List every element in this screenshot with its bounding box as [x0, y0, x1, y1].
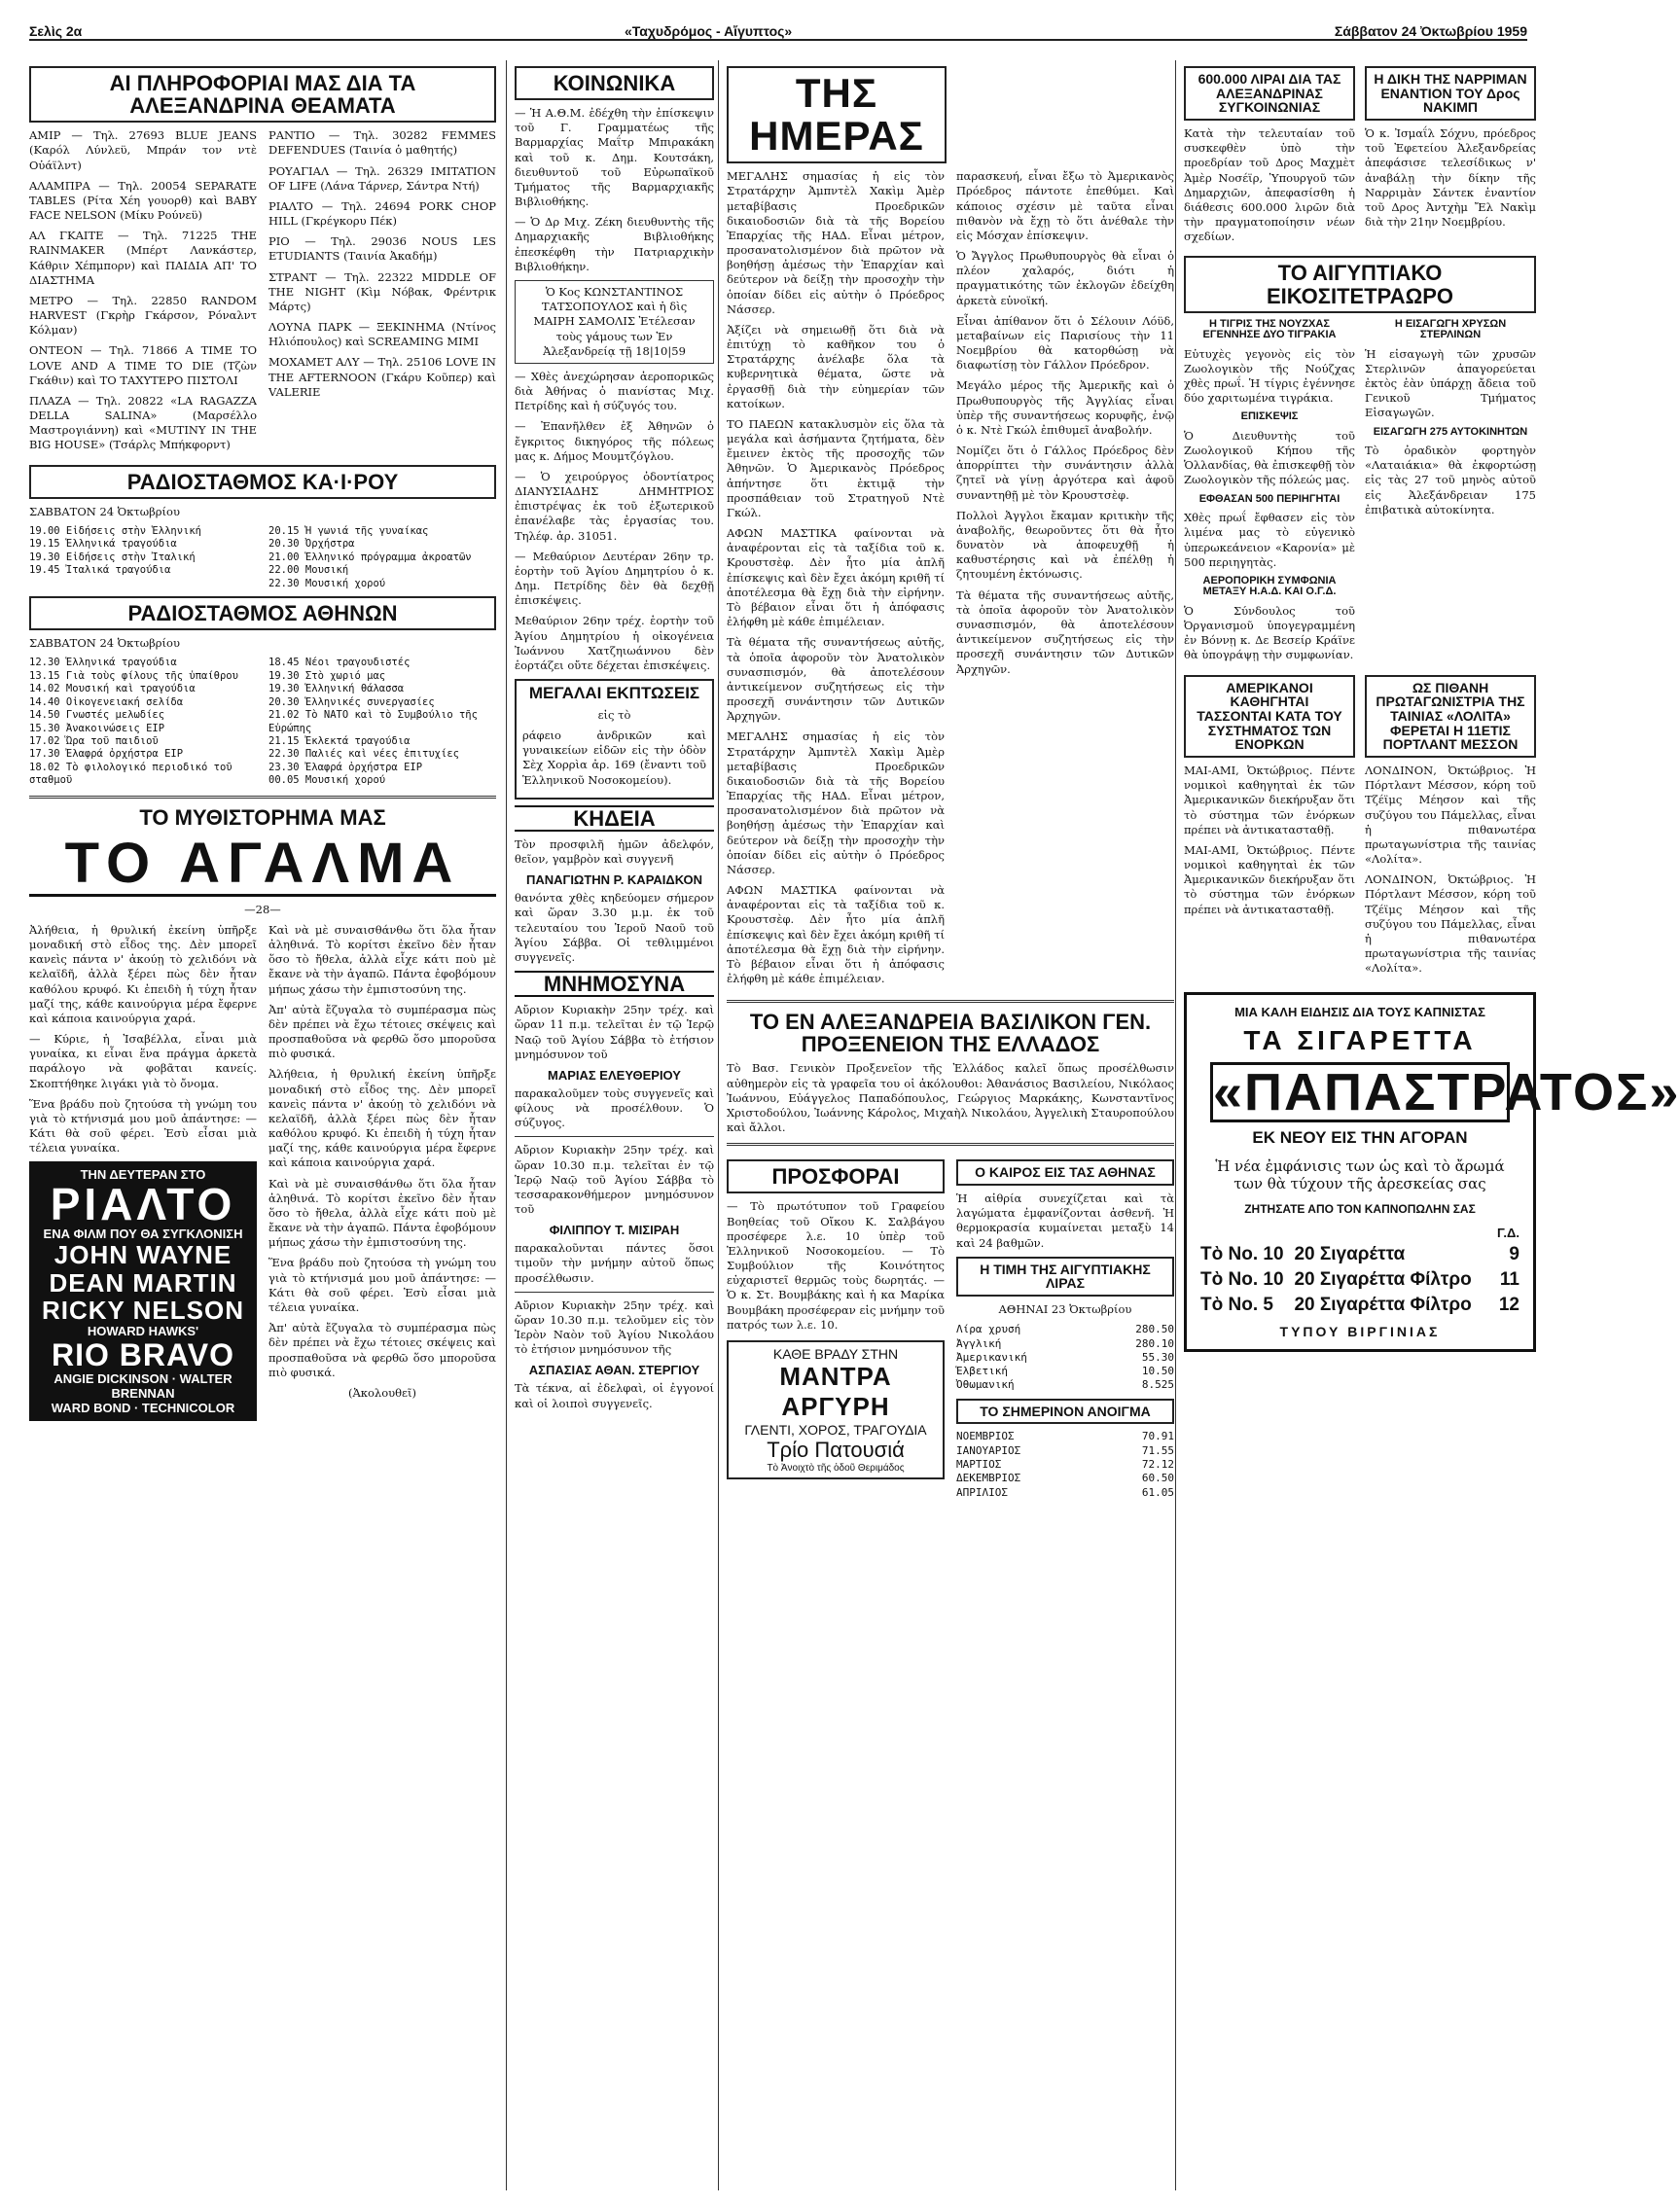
- day-paragraph: Τὰ θέματα τῆς συναντήσεως αὐτῆς, τὰ ὁποῖα ἀφοροῦν τὸν Ἀνατολικὸν συνασπισμόν, θὰ ἀποτελέσουν ἀντικείμενον συζητήσεως εἰς τὴν προσεχῆ συνάντησιν τῶν Δυτικῶν Ἀρχηγῶν.: [956, 587, 1174, 676]
- jury-title: ΑΜΕΡΙΚΑΝΟΙ ΚΑΘΗΓΗΤΑΙ ΤΑΣΣΟΝΤΑΙ ΚΑΤΑ ΤΟΥ ΣΥΣΤΗΜΑΤΟΣ ΤΩΝ ΕΝΟΡΚΩΝ: [1184, 675, 1355, 758]
- novel-kicker: ΤΟ ΜΥΘΙΣΤΟΡΗΜΑ ΜΑΣ: [139, 804, 386, 830]
- reductions-ad: [515, 679, 714, 800]
- cinema-entry: ΡΙΑΛΤΟ — Τηλ. 24694 PORK CHOP HILL (Γκρέγκορυ Πέκ): [268, 198, 496, 229]
- consulate-text: Τὸ Βασ. Γενικὸν Προξενεῖον τῆς Ἑλλάδος καλεῖ ὅπως προσέλθωσιν αὐθημερὸν εἰς τὰ γραφεῖα του οἱ ἀκόλουθοι: Ἀθανάσιος Βασιλείου, Νικόλαος Ἰωάννου, Εὐάγγελος Παπαδόπουλος, Γεώργιος Μαρκάκης, Κωνσταντῖνος Χριστοδούλου, Ἰωάννης Κάρολος, Μιχαὴλ Νικολάου, Ἀγγελικὴ Σταυροπούλου καὶ ἄλλοι.: [727, 1061, 1174, 1135]
- day-paragraph: ΑΦΩΝ ΜΑΣΤΙΚΑ φαίνονται νὰ ἀναφέρονται εἰς τὰ ταξίδια τοῦ κ. Κρουστσὲφ. Δὲν ἦτο μία ἀπλῆ ἐπίσκεψις καὶ δὲν ἔχει ἀκόμη κριθῆ τί ἀποτέλεσμα θὰ ἔχῃ διὰ τὴν εἰρήνην. Τὸ βέβαιον εἶναι ὅτι ἡ ἀπόφασις ἐλήφθη μὲ κάθε ἐπιμέλειαν.: [727, 526, 945, 629]
- novel-title: ΤΟ ΑΓΑΛΜΑ: [29, 835, 496, 897]
- day-paragraph: ΜΕΓΑΛΗΣ σημασίας ἡ εἰς τὸν Στρατάρχην Ἀμπντὲλ Χακὶμ Ἀμὲρ μεταβίβασις Προεδρικῶν δικαιοδοσιῶν διὰ τὰ τῆς Βορείου Ἐπαρχίας τῆς ΗΑΔ. Εἶναι μέτρον, προσανατολισμένον διὰ πρῶτον νὰ βοηθήσῃ ἀμέσως τὴν Ἐπαρχίαν καὶ δεύτερον νὰ δείξῃ τὴν προσοχὴν τὴν ὁποίαν δίδει εἰς αὐτὴν ὁ Πρόεδρος Νάσσερ.: [727, 169, 945, 316]
- novel-paragraph: Ἕνα βράδυ ποὺ ζητούσα τὴ γνώμη του γιὰ τὸ κτήνισμά μου μοῦ ἀπάντησε: — Κάτι θὰ σοῦ φέρει. Ἐσὺ εἶσαι μιὰ τέλεια γυναίκα.: [268, 1256, 496, 1314]
- egyptian-24h-right: [1365, 319, 1536, 669]
- cotton-value: 72.12: [1141, 1458, 1174, 1472]
- cig-foot: ΤΥΠΟΥ ΒΙΡΓΙΝΙΑΣ: [1279, 1324, 1441, 1340]
- reductions-text: ράφειο ἀνδρικῶν καὶ γυναικείων εἰδῶν εἰς τὴν ὁδὸν Σὲχ Χορρὶα ἀρ. 169 (ἔναντι τοῦ Ἑλληνικοῦ Νοσοκομείου).: [522, 729, 706, 787]
- cars-text: Τὸ ὀραδικὸν φορτηγὸν «Λαταιάκια» θὰ ἐκφορτώσῃ εἰς τὰς 27 τοῦ μηνὸς αὐτοῦ εἰς Ἀλεξάνδρειαν 175 ἐπιβατικὰ αὐτοκίνητα.: [1365, 444, 1536, 516]
- schedule-item: 20.15 Ἡ γωνιά τῆς γυναίκας: [268, 524, 429, 537]
- radio-cairo-left: [29, 525, 257, 590]
- novel-paragraph: Ἕνα βράδυ ποὺ ζητούσα τὴ γνώμη του γιὰ τὸ κτήνισμά μου μοῦ ἀπάντησε: — Κάτι θὰ σοῦ φέρει. Ἐσὺ εἶσαι μιὰ τέλεια γυναίκα.: [29, 1096, 257, 1156]
- social-item: — Ἐπανῆλθεν ἐξ Ἀθηνῶν ὁ ἔγκριτος δικηγόρος τῆς πόλεως μας κ. Δήμος Μουμτζόγλου.: [515, 419, 714, 463]
- rate-label: Ἀγγλική: [956, 1336, 1002, 1350]
- egyptian-24h-left: [1184, 319, 1355, 669]
- pilgrims-head: ΕΦΘΑΣΑΝ 500 ΠΕΡΙΗΓΗΤΑΙ: [1198, 492, 1340, 505]
- rate-label: Ἑλβετική: [956, 1365, 1008, 1378]
- schedule-item: 19.30 Στὸ χωριό μας: [268, 669, 386, 682]
- cig-ask: ΖΗΤΗΣΑΤΕ ΑΠΟ ΤΟΝ ΚΑΠΝΟΠΩΛΗΝ ΣΑΣ: [1244, 1202, 1476, 1217]
- schedule-item: 19.15 Ἑλληνικά τραγούδια: [29, 538, 177, 551]
- trial-title: Η ΔΙΚΗ ΤΗΣ ΝΑΡΡΙΜΑΝ ΕΝΑΝΤΙΟΝ ΤΟΥ Δρος ΝΑΚΙΜΠ: [1365, 66, 1536, 121]
- memorial-end: Τὰ τέκνα, αἱ ἐδελφαὶ, οἱ ἐγγονοί καὶ οἱ λοιποὶ συγγενεῖς.: [515, 1381, 714, 1410]
- social-item: — Ὁ χειρούργος ὀδοντίατρος ΔΙΑΝΥΣΙΑΔΗΣ ΔΗΜΗΤΡΙΟΣ ἐπιστρέψας ἐκ τοῦ ἐξωτερικοῦ ἐπανέλαβε τὰς ἐργασίας του. Τηλέφ. ἀρ. 31051.: [515, 469, 714, 543]
- memorial-text: Αὔριον Κυριακὴν 25ην τρέχ. καὶ ὥραν 11 π.μ. τελεῖται ἐν τῷ Ἱερῷ Ναῷ τοῦ Ἁγίου Σάββα τὸ ἐτήσιον μνημόσυνον τοῦ: [515, 1003, 714, 1061]
- rate-row: [956, 1323, 1174, 1336]
- trial-story: [1365, 60, 1536, 250]
- schedule-item: 19.30 Ἑλληνική θάλασσα: [268, 683, 405, 695]
- radio-athens-schedule: [29, 657, 496, 787]
- rate-table: [956, 1323, 1174, 1392]
- novel-paragraph: — Κύριε, ἡ Ἰσαβέλλα, εἶναι μιὰ γυναίκα, κι εἶναι ἕνα πράγμα ἀρκετὰ παράλογο νὰ φοβᾶται κανείς. Σκοπτήθηκε λιγάκι γιὰ τὸ ὄνομα.: [29, 1032, 257, 1090]
- ad-star: JOHN WAYNE: [54, 1240, 232, 1270]
- rate-sub: ΑΘΗΝΑΙ 23 Ὀκτωβρίου: [998, 1302, 1132, 1317]
- schedule-item: 12.30 Ἑλληνικά τραγούδια: [29, 657, 177, 669]
- cig-unit: Γ.Δ.: [1497, 1226, 1519, 1241]
- funeral-text: θανόντα χθὲς κηδεύομεν σήμερον καὶ ὥραν 3.30 μ.μ. ἐκ τοῦ τελευταίου του Ἱεροῦ Ναοῦ τοῦ Ἁγίου Σάββα. Οἱ τεθλιμμένοι συγγενεῖς.: [515, 891, 714, 964]
- ad-star: DEAN MARTIN: [49, 1267, 237, 1298]
- pilgrims-text: Χθὲς πρωΐ ἔφθασεν εἰς τὸν λιμένα μας τὸ εὐγενικὸ ὑπερωκεάνειον «Καρονία» μὲ 500 περιηγητὰς.: [1184, 511, 1355, 569]
- rate-row: [956, 1351, 1174, 1365]
- cotton-row: [956, 1486, 1174, 1500]
- ad-film: RIO BRAVO: [52, 1336, 234, 1372]
- cig-new: ΕΚ ΝΕΟΥ ΕΙΣ ΤΗΝ ΑΓΟΡΑΝ: [1252, 1128, 1468, 1148]
- ad-top: ΤΗΝ ΔΕΥΤΕΡΑΝ ΣΤΟ: [80, 1167, 206, 1183]
- cinema-listings: [29, 128, 496, 458]
- jury-text: ΜΑΙ-ΑΜΙ, Ὀκτώβριος. Πέντε νομικοὶ καθηγηταὶ ἐκ τῶν Ἀμερικανικῶν διεκήρυξαν ὅτι τὸ σύστημα τῶν ἐνόρκων πρέπει νὰ ἀντικατασταθῇ.: [1184, 842, 1355, 916]
- divider: [515, 1292, 714, 1293]
- cinema-entry: ΑΛ ΓΚΑΙΤΕ — Τηλ. 71225 THE RAINMAKER (Μπέρτ Λανκάστερ, Κάθριν Χέπμπορν) καὶ ΠΑΙΔΙΑ ΑΠ' ΤΟ ΔΙΑΣΤΗΜΑ: [29, 229, 257, 287]
- social-item: — Ἡ Α.Θ.Μ. ἐδέχθη τὴν ἐπίσκεψιν τοῦ Γ. Γραμματέως τῆς Βαρμαρχίας Μαΐτρ Μπιρακάκη καὶ τοῦ κ. Δημ. Κουτσάκη, διευθυντοῦ τοῦ Εὐρωπαϊκοῦ Τμήματος τῆς Βαρμαρχιακῆς Βιβλιοθήκης.: [515, 106, 714, 209]
- egyptian-24h-title: ΤΟ ΑΙΓΥΠΤΙΑΚΟ ΕΙΚΟΣΙΤΕΤΡΑΩΡΟ: [1184, 256, 1536, 312]
- cinema-entry: ΣΤΡΑΝΤ — Τηλ. 22322 MIDDLE OF THE NIGHT (Κὶμ Νόβακ, Φρέντρικ Μάρτς): [268, 269, 496, 313]
- weather-rates: [956, 1154, 1174, 1500]
- cotton-value: 60.50: [1141, 1472, 1174, 1485]
- cinema-entry: ΟΝΤΕΟΝ — Τηλ. 71866 A TIME TO LOVE AND A TIME TO DIE (Τζὼν Γκάθιν) καὶ ΤΟ ΤΑΧΥΤΕΡΟ ΠΙΣΤΟΛΙ: [29, 343, 257, 387]
- radio-cairo-schedule: [29, 525, 496, 590]
- day-title: ΤΗΣ ΗΜΕΡΑΣ: [727, 66, 947, 163]
- lolita-story: [1365, 669, 1536, 982]
- egyptian-24h: [1184, 319, 1536, 669]
- sterling-text: Ἡ εἰσαγωγὴ τῶν χρυσῶν Στερλινῶν ἀπαγορεύεται ἐκτὸς ἐὰν ὑπάρχῃ ἄδεια τοῦ Γενικοῦ Τμήματος Εἰσαγωγῶν.: [1365, 346, 1536, 420]
- mantra-band: Τρίο Πατουσιά: [767, 1437, 905, 1462]
- lira-story: [1184, 60, 1355, 250]
- schedule-item: 15.30 Ἀνακοινώσεις ΕΙΡ: [29, 722, 165, 734]
- schedule-item: 17.02 Ὥρα τοῦ παιδιοῦ: [29, 734, 159, 747]
- offers-text: — Τὸ πρωτότυπον τοῦ Γραφείου Βοηθείας τοῦ Οἴκου Κ. Σαλβάγου προσέφερε λ.ε. 10 ὑπὲρ τοῦ Ἑλληνικοῦ Νοσοκομείου. — Τὸ Συμβούλιον τῆς Κοινότητος εὐχαριστεῖ θερμῶς τοὺς δωρητάς. — Ὁ κ. Στ. Βουμβάκης καὶ ἡ κα Μαρίκα Βουμβάκη προσέφεραν εἰς μνήμην τοῦ πατρός των λ.ε. 10.: [727, 1199, 945, 1332]
- page-number: Σελὶς 2α: [29, 23, 83, 39]
- cig-price-table: [1200, 1224, 1519, 1318]
- sterling-head: Η ΕΙΣΑΓΩΓΗ ΧΡΥΣΩΝ ΣΤΕΡΛΙΝΩΝ: [1394, 317, 1507, 341]
- cinema-entry: ΛΟΥΝΑ ΠΑΡΚ — ΞΕΚΙΝΗΜΑ (Ντίνος Ηλιόπουλος) καὶ SCREAMING MIMI: [268, 320, 496, 349]
- day-paragraph: ΤΟ ΠΑΕΩΝ κατακλυσμὸν εἰς ὅλα τὰ μεγάλα καὶ ἀσήμαντα ζητήματα, δὲν ἔμεινεν ἐκτὸς τῆς προσοχῆς τῶν Ἀθηνῶν. Ὁ Ἀμερικανὸς Πρόεδρος ἀπήντησε ὅτι ἐκτιμᾷ τὴν προσπάθειαν τοῦ Στρατηγοῦ Ντὲ Γκώλ.: [727, 416, 945, 519]
- mantra-foot: Τὸ Ἀνοιχτὸ τῆς ὁδοῦ Θεριμάδος: [767, 1462, 905, 1474]
- visit-head: ΕΠΙΣΚΕΨΙΣ: [1240, 410, 1299, 423]
- novel-paragraph: Ἀπ' αὐτὰ ἔζυγαλα τὸ συμπέρασμα πὼς δὲν πρέπει νὰ ἔχω τέτοιες σκέψεις καὶ προσπαθοῦσα νὰ φερθῶ ὅσο μποροῦσα πιὸ φυσικά.: [268, 1321, 496, 1379]
- memorial-title: ΜΝΗΜΟΣΥΝΑ: [515, 971, 714, 997]
- schedule-item: 22.00 Μουσική: [268, 564, 349, 577]
- rate-value: 55.30: [1141, 1350, 1174, 1364]
- schedule-item: 13.15 Γιὰ τοὺς φίλους τῆς ὑπαίθρου: [29, 669, 238, 682]
- funeral-name: ΠΑΝΑΓΙΩΤΗΝ Ρ. ΚΑΡΑΙΔΚΟΝ: [525, 872, 703, 888]
- schedule-item: 21.15 Ἐκλεκτά τραγούδια: [268, 734, 411, 747]
- mantra-name: ΜΑΝΤΡΑ ΑΡΓΥΡΗ: [779, 1361, 892, 1421]
- day-paragraph: Μεγάλο μέρος τῆς Ἀμερικῆς καὶ ὁ Πρωθυπουργὸς τῆς Ἀγγλίας εἶναι ὑπὲρ τῆς συναντήσεως κορυφῆς, ἐνῷ ὁ κ. Ντὲ Γκώλ ἐπιθυμεῖ ἀναβολήν.: [956, 378, 1174, 437]
- day-paragraph: Ἀξίζει νὰ σημειωθῇ ὅτι διὰ νὰ ἐπιτύχῃ τὸ καθῆκον του ὁ Στρατάρχης ἀνέλαβε ὅλα τὰ κυβερνητικὰ θέματα, ὥστε νὰ ἐργασθῇ διὰ τὴν εὐημερίαν τῶν κατοίκων.: [727, 322, 945, 410]
- social-item: — Ὁ Δρ Μιχ. Ζέκη διευθυντὴς τῆς Δημαρχιακῆς Βιβλιοθήκης ἐπεσκέφθη τὴν Πατριαρχικὴν Βιβλιοθήκην.: [515, 215, 714, 273]
- ad-director: HOWARD HAWKS': [87, 1323, 199, 1338]
- cinema-entry: ΜΕΤΡΟ — Τηλ. 22850 RANDOM HARVEST (Γκρὴρ Γκάρσον, Ρόναλντ Κόλμαν): [29, 293, 257, 338]
- mantra-top: ΚΑΘΕ ΒΡΑΔΥ ΣΤΗΝ: [772, 1345, 899, 1362]
- radio-athens-left: [29, 657, 257, 787]
- cinema-entry: ΠΛΑΖΑ — Τηλ. 20822 «LA RAGAZZA DELLA SALINA» (Μαρσέλλο Μαστρογιάννη) καὶ «MUTINY IN THE BIG HOUSE» (Τσάρλς Μπήκφορντ): [29, 393, 257, 452]
- cotton-row: [956, 1430, 1174, 1443]
- cinema-entry: ΡΙΟ — Τηλ. 29036 NOUS LES ETUDIANTS (Ταινία Ἀκαδήμ): [268, 234, 496, 264]
- cig-price: 9: [1509, 1244, 1519, 1265]
- mantra-ad: [727, 1340, 945, 1479]
- cig-desc: 20 Σιγαρέττα: [1294, 1244, 1406, 1265]
- cotton-label: ΙΑΝΟΥΑΡΙΟΣ: [956, 1443, 1021, 1457]
- cotton-row: [956, 1472, 1174, 1485]
- lolita-title: ΩΣ ΠΙΘΑΝΗ ΠΡΩΤΑΓΩΝΙΣΤΡΙΑ ΤΗΣ ΤΑΙΝΙΑΣ «ΛΟΛΙΤΑ» ΦΕΡΕΤΑΙ Η 11ΕΤΙΣ ΠΟΡΤΛΑΝΤ ΜΕΣΣΟΝ: [1365, 675, 1536, 758]
- cig-lead: ΤΑ ΣΙΓΑΡΕΤΤΑ: [1243, 1024, 1477, 1055]
- cinema-entry: ΑΜΙΡ — Τηλ. 27693 BLUE JEANS (Καρόλ Λύνλεϋ, Μπράν τον ντὲ Οὐάϊλντ): [29, 128, 257, 172]
- schedule-item: 14.40 Οἰκογενειακή σελίδα: [29, 695, 184, 708]
- cig-desc: 20 Σιγαρέττα Φίλτρο: [1294, 1269, 1472, 1291]
- tiger-text: Εὐτυχὲς γεγονὸς εἰς τὸν Ζωολογικὸν τῆς Νούζχας χθὲς πρωΐ. Ἡ τίγρις ἐγέννησε δύο χαριτωμένα τιγράκια.: [1184, 346, 1355, 406]
- cotton-row: [956, 1444, 1174, 1458]
- lolita-text: ΛΟΝΔΙΝΟΝ, Ὀκτώβριος. Ἡ Πόρτλαντ Μέσσον, κόρη τοῦ Τζέϊμς Μέησον καὶ τῆς συζύγου του Πάμελλας, εἶναι ἡ πιθανωτέρα πρωταγωνίστρια τῆς ταινίας «Λολίτα».: [1365, 872, 1536, 976]
- radio-cairo-day: ΣΑΒΒΑΤΟΝ 24 Ὀκτωβρίου: [29, 504, 180, 518]
- day-paragraph: ΜΕΓΑΛΗΣ σημασίας ἡ εἰς τὸν Στρατάρχην Ἀμπντὲλ Χακὶμ Ἀμὲρ μεταβίβασις Προεδρικῶν δικαιοδοσιῶν διὰ τὰ τῆς Βορείου Ἐπαρχίας τῆς ΗΑΔ. Εἶναι μέτρον, προσανατολισμένον διὰ πρῶτον νὰ βοηθήσῃ ἀμέσως τὴν Ἐπαρχίαν καὶ δεύτερον νὰ δείξῃ τὴν προσοχὴν τὴν ὁποίαν δίδει εἰς αὐτὴν ὁ Πρόεδρος Νάσσερ.: [727, 729, 945, 876]
- divider: [515, 1136, 714, 1137]
- memorial-name: ΦΙΛΙΠΠΟΥ Τ. ΜΙΣΙΡΑΗ: [549, 1223, 680, 1238]
- novel-body: [29, 923, 496, 1421]
- offers-title: ΠΡΟΣΦΟΡΑΙ: [727, 1159, 945, 1193]
- rate-value: 280.10: [1135, 1336, 1174, 1350]
- day-paragraph: Πολλοὶ Ἀγγλοι ἔκαμαν κριτικὴν τῆς ἀναβολῆς, θεωροῦντες ὅτι θὰ ἦτο δυνατὸν νὰ ἀποφευχθῇ ἡ καθυστέρησις καὶ νὰ ἐπέλθῃ ἡ ζητουμένη ἐκτόνωσις.: [956, 508, 1174, 582]
- divider: [29, 796, 496, 799]
- cinema-list-right: [268, 128, 496, 458]
- memorial-text: Αὔριον Κυριακὴν 25ην τρέχ. καὶ ὥραν 10.30 π.μ. τελεῖται ἐν τῷ Ἱερῷ Ναῷ τοῦ Ἁγίου Σάββα τὸ τεσσαρακονθήμερον μνημόσυνον τοῦ: [515, 1143, 714, 1217]
- novel-paragraph: Ἀλήθεια, ἡ θρυλική ἐκείνη ὑπῆρξε μοναδική στὸ εἶδος της. Δὲν μπορεῖ κανεὶς πάντα ν' ἀκούῃ τὸ χελιδόνι νὰ κελαϊδῆ, ἀλλὰ ξέρει πὼς δὲν ἦταν καθόλου κρυφό. Κι ἐπειδὴ ἡ τύχη ἦταν μαζί της, κάθε καινούργια μέρα ἔφερνε καὶ κάποια καινούργια χαρά.: [29, 922, 257, 1025]
- divider: [727, 1143, 1174, 1146]
- cotton-label: ΜΑΡΤΙΟΣ: [956, 1458, 1002, 1472]
- consulate-title: ΤΟ ΕΝ ΑΛΕΞΑΝΔΡΕΙΑ ΒΑΣΙΛΙΚΟΝ ΓΕΝ. ΠΡΟΞΕΝΕΙΟΝ ΤΗΣ ΕΛΛΑΔΟΣ: [749, 1010, 1152, 1057]
- cinema-list-left: [29, 128, 257, 458]
- rate-value: 280.50: [1135, 1323, 1174, 1336]
- novel-col-left: [29, 923, 257, 1421]
- lira-title: 600.000 ΛΙΡΑΙ ΔΙΑ ΤΑΣ ΑΛΕΞΑΝΔΡΙΝΑΣ ΣΥΓΚΟΙΝΩΝΙΑΣ: [1184, 66, 1355, 121]
- page-header: [29, 10, 1527, 41]
- rate-row: [956, 1378, 1174, 1392]
- top-news: [1184, 60, 1536, 250]
- novel-paragraph: Ἀλήθεια, ἡ θρυλική ἐκείνη ὑπῆρξε μοναδική στὸ εἶδος της. Δὲν μπορεῖ κανεὶς πάντα ν' ἀκούῃ τὸ χελιδόνι νὰ κελαϊδῆ, ἀλλὰ ξέρει πὼς δὲν ἦταν καθόλου κρυφό. Κι ἐπειδὴ ἡ τύχη ἦταν μαζί της, κάθε καινούργια μέρα ἔφερνε καὶ κάποια καινούργια χαρά.: [268, 1067, 496, 1170]
- day-body: [727, 169, 1174, 992]
- novel-paragraph: Ἀπ' αὐτὰ ἔζυγαλα τὸ συμπέρασμα πὼς δὲν πρέπει νὰ ἔχω τέτοιες σκέψεις καὶ προσπαθοῦσα νὰ φερθῶ ὅσο μποροῦσα πιὸ φυσικά.: [268, 1002, 496, 1061]
- ad-venue: ΡΙΑΛΤΟ: [50, 1179, 236, 1230]
- rate-label: Ἀμερικανική: [956, 1350, 1027, 1364]
- radio-athens-title: ΡΑΔΙΟΣΤΑΘΜΟΣ ΑΘΗΝΩΝ: [29, 596, 496, 630]
- schedule-item: 18.45 Νέοι τραγουδιστές: [268, 657, 411, 669]
- cotton-title: ΤΟ ΣΗΜΕΡΙΝΟΝ ΑΝΟΙΓΜΑ: [956, 1399, 1174, 1425]
- rate-value: 10.50: [1141, 1365, 1174, 1378]
- cinema-entry: ΑΛΑΜΠΡΑ — Τηλ. 20054 SEPARATE TABLES (Ρίτα Χέη γουορθ) καὶ BABY FACE NELSON (Μίκυ Ρούνεϋ): [29, 178, 257, 223]
- cig-price-row: [1200, 1242, 1519, 1267]
- lira-text: Κατὰ τὴν τελευταίαν τοῦ συσκεφθὲν ὑπὸ τὴν προεδρίαν τοῦ Δρος Μαχμὲτ Ἀμὲρ Νοσέϊρ, Ὑπουργοῦ τῶν Δημαρχιῶν, ἀπεφασίσθη ἡ διάθεσις 600.000 λιρῶν διὰ τὴν πραγματοποίησιν νέων σχεδίων.: [1184, 126, 1355, 244]
- schedule-item: 20.30 Ἑλληνικές συνεργασίες: [268, 695, 435, 708]
- schedule-item: 21.02 Τὸ ΝΑΤΟ καὶ τὸ Συμβούλιο τῆς Εὐρώπης: [268, 709, 478, 734]
- social-title: ΚΟΙΝΩΝΙΚΑ: [515, 66, 714, 100]
- memorial-name: ΜΑΡΙΑΣ ΕΛΕΥΘΕΡΙΟΥ: [548, 1067, 681, 1083]
- schedule-item: 19.00 Εἰδήσεις στὴν Ἑλληνική: [29, 524, 202, 537]
- schedule-item: 21.00 Ἑλληνικό πρόγραμμα ἀκροατῶν: [268, 551, 472, 563]
- cotton-value: 70.91: [1141, 1430, 1174, 1443]
- novel-part: —28—: [244, 902, 281, 916]
- radio-athens-right: [268, 657, 496, 787]
- ad-star: RICKY NELSON: [42, 1295, 244, 1325]
- cotton-value: 71.55: [1141, 1443, 1174, 1457]
- cig-top: ΜΙΑ ΚΑΛΗ ΕΙΔΗΣΙΣ ΔΙΑ ΤΟΥΣ ΚΑΠΝΙΣΤΑΣ: [1234, 1004, 1485, 1019]
- column-day: [718, 60, 1174, 2190]
- cig-no: Τὸ Νο. 5: [1200, 1295, 1273, 1316]
- cig-no: Τὸ Νο. 10: [1200, 1269, 1284, 1291]
- day-col-left: [727, 169, 945, 992]
- cotton-label: ΝΟΕΜΒΡΙΟΣ: [956, 1430, 1015, 1443]
- cig-desc: 20 Σιγαρέττα Φίλτρο: [1294, 1295, 1472, 1316]
- cig-price-header: [1200, 1224, 1519, 1242]
- day-paragraph: ΑΦΩΝ ΜΑΣΤΙΚΑ φαίνονται νὰ ἀναφέρονται εἰς τὰ ταξίδια τοῦ κ. Κρουστσὲφ. Δὲν ἦτο μία ἀπλῆ ἐπίσκεψις καὶ δὲν ἔχει ἀκόμη κριθῆ τί ἀποτέλεσμα θὰ ἔχῃ διὰ τὴν εἰρήνην. Τὸ βέβαιον εἶναι ὅτι ἡ ἀπόφασις ἐλήφθη μὲ κάθε ἐπιμέλειαν.: [727, 883, 945, 986]
- weather-title: Ο ΚΑΙΡΟΣ ΕΙΣ ΤΑΣ ΑΘΗΝΑΣ: [956, 1159, 1174, 1186]
- rio-bravo-ad: [29, 1161, 257, 1421]
- memorial-end: παρακαλοῦνται πάντες ὅσοι τιμοῦν τὴν μνήμην αὐτοῦ ὅπως προσέλθωσιν.: [515, 1241, 714, 1285]
- rate-title: Η ΤΙΜΗ ΤΗΣ ΑΙΓΥΠΤΙΑΚΗΣ ΛΙΡΑΣ: [956, 1257, 1174, 1297]
- novel-paragraph: Καὶ νὰ μὲ συναισθάνθω ὅτι ὅλα ἦταν ἀληθινά. Τὸ κορίτσι ἐκεῖνο δὲν ἦταν ὅσο τὸ ἤθελα, ἀλλὰ εἶχε κάτι ποὺ μὲ ἔκανε νὰ τὴν ἀγαπῶ. Πάντα ἐφοβόμουν μήπως χάσω τὴν ἐμπιστοσύνη της.: [268, 1176, 496, 1250]
- novel-continued: (Ἀκολουθεῖ): [348, 1385, 416, 1400]
- rate-label: Λίρα χρυσή: [956, 1323, 1021, 1336]
- weather-text: Ἡ αἰθρία συνεχίζεται καὶ τὰ λαγώματα ἐμφανίζονται ἀσθενῆ. Ἡ θερμοκρασία κυμαίνεται μεταξὺ 14 καὶ 24 βαθμῶν.: [956, 1191, 1174, 1250]
- tiger-head: Η ΤΙΓΡΙΣ ΤΗΣ ΝΟΥΖΧΑΣ ΕΓΕΝΝΗΣΕ ΔΥΟ ΤΙΓΡΑΚΙΑ: [1202, 317, 1337, 341]
- social-item: Μεθαύριον 26ην τρέχ. ἑορτὴν τοῦ Ἁγίου Δημητρίου ἡ οἰκογένεια Ἰωάννου Χατζηιωάννου δὲν ἑορτάζει οὔτε δέχεται ἐπισκέψεις.: [515, 614, 714, 672]
- schedule-item: 14.50 Γνωστές μελωδίες: [29, 709, 165, 722]
- jury-text: ΜΑΙ-ΑΜΙ, Ὀκτώβριος. Πέντε νομικοὶ καθηγηταὶ ἐκ τῶν Ἀμερικανικῶν διεκήρυξαν ὅτι τὸ σύστημα τῶν ἐνόρκων πρέπει νὰ ἀντικατασταθῇ.: [1184, 764, 1355, 836]
- schedule-item: 17.30 Ἐλαφρά ὀρχήστρα ΕΙΡ: [29, 748, 184, 761]
- cig-price: 11: [1499, 1269, 1519, 1291]
- issue-date: Σάββατον 24 Ὀκτωβρίου 1959: [1334, 23, 1527, 39]
- jury-story: [1184, 669, 1355, 982]
- funeral-intro: Τὸν προσφιλῆ ἡμῶν ἀδελφόν, θεῖον, γαμβρὸν καὶ συγγενῆ: [515, 836, 714, 867]
- cinema-entry: ΡΟΥΑΓΙΑΛ — Τηλ. 26329 IMITATION OF LIFE (Λάνα Τάρνερ, Σάντρα Ντή): [268, 163, 496, 193]
- ad-studio: WARD BOND · TECHNICOLOR: [51, 1401, 235, 1416]
- memorial-end: παρακαλοῦμεν τοὺς συγγενεῖς καὶ φίλους νὰ προσέλθουν. Ὁ σύζυγος.: [515, 1085, 714, 1130]
- divider: [727, 1000, 1174, 1003]
- mantra-sub: ΓΛΕΝΤΙ, ΧΟΡΟΣ, ΤΡΑΓΟΥΔΙΑ: [744, 1421, 927, 1438]
- wedding-notice: Ὁ Κος ΚΩΝΣΤΑΝΤΙΝΟΣ ΤΑΤΣΟΠΟΥΛΟΣ καὶ ἡ δὶς ΜΑΙΡΗ ΣΑΜΟΛΙΣ Ἐτέλεσαν τοὺς γάμους των Ἐν Ἀλεξανδρείᾳ τῇ 18|10|59: [515, 280, 714, 364]
- day-paragraph: Τὰ θέματα τῆς συναντήσεως αὐτῆς, τὰ ὁποῖα ἀφοροῦν τὸν Ἀνατολικὸν συνασπισμόν, θὰ ἀποτελέσουν ἀντικείμενον συζητήσεως εἰς τὴν προσεχῆ συνάντησιν τῶν Δυτικῶν Ἀρχηγῶν.: [727, 635, 945, 724]
- cinema-entry: ΜΟΧΑΜΕΤ ΑΛΥ — Τηλ. 25106 LOVE IN THE AFTERNOON (Γκάρυ Κοῦπερ) καὶ VALERIE: [268, 355, 496, 399]
- schedule-item: 23.30 Ἐλαφρά ὀρχήστρα ΕΙΡ: [268, 761, 423, 773]
- social-item: — Χθὲς ἀνεχώρησαν ἀεροπορικῶς διὰ Ἀθήνας ὁ πιανίστας Μιχ. Πετρίδης καὶ ἡ σύζυγός του.: [515, 369, 714, 413]
- papastratos-ad: [1184, 992, 1680, 1353]
- cig-price-row: [1200, 1267, 1519, 1293]
- rate-label: Ὀθωμανική: [956, 1378, 1015, 1392]
- lower-block: [727, 1154, 1174, 1500]
- funeral-title: ΚΗΔΕΙΑ: [515, 805, 714, 832]
- theatres-title: ΑΙ ΠΛΗΡΟΦΟΡΙΑΙ ΜΑΣ ΔΙΑ ΤΑ ΑΛΕΞΑΝΔΡΙΝΑ ΘΕΑΜΑΤΑ: [29, 66, 496, 123]
- social-item: — Μεθαύριον Δευτέραν 26ην τρ. ἑορτὴν τοῦ Ἁγίου Δημητρίου ὁ κ. Δημ. Πετρίδης δὲν θὰ δεχθῇ ἐπισκέψεις.: [515, 549, 714, 608]
- day-paragraph: Ὁ Ἄγγλος Πρωθυπουργὸς θὰ εἶναι ὁ πλέον χαλαρός, διότι ἡ πραγματικότης τῶν ἐκλογῶν ἐδείχθη ἀρκετὰ εὐνοϊκή.: [956, 249, 1174, 307]
- rate-row: [956, 1337, 1174, 1351]
- novel-paragraph: Καὶ νὰ μὲ συναισθάνθω ὅτι ὅλα ἦταν ἀληθινά. Τὸ κορίτσι ἐκεῖνο δὲν ἦταν ὅσο τὸ ἤθελα, ἀλλὰ εἶχε κάτι ποὺ μὲ ἔκανε νὰ τὴν ἀγαπῶ. Πάντα ἐφοβόμουν μήπως χάσω τὴν ἐμπιστοσύνη της.: [268, 922, 496, 996]
- schedule-item: 19.30 Εἰδήσεις στὴν Ἰταλική: [29, 551, 196, 563]
- cars-head: ΕΙΣΑΓΩΓΗ 275 ΑΥΤΟΚΙΝΗΤΩΝ: [1373, 425, 1528, 438]
- day-col-right: [956, 169, 1174, 992]
- rate-row: [956, 1365, 1174, 1378]
- day-paragraph: Νομίζει ὅτι ὁ Γάλλος Πρόεδρος δὲν ἀπορρίπτει τὴν συνάντησιν ἀλλὰ ζητεῖ νὰ γίνῃ ἀργότερα καὶ ἀφοῦ συναντηθῇ μὲ τὸν Κρουστσὲφ.: [956, 444, 1174, 502]
- schedule-item: 20.30 Ὀρχήστρα: [268, 538, 355, 551]
- day-paragraph: Εἶναι ἀπίθανον ὅτι ὁ Σέλουιν Λόϋδ, μεταβαίνων εἰς Παρισίους τὴν 11 Νοεμβρίου θὰ κατορθώσῃ νὰ διαφωτίσῃ τὸν Γάλλον Πρόεδρον.: [956, 313, 1174, 373]
- memorial-text: Αὔριον Κυριακὴν 25ην τρέχ. καὶ ὥραν 10.30 π.μ. τελοῦμεν εἰς τὸν Ἱερὸν Ναὸν τοῦ Ἁγίου Νικολάου τὸ ἐτήσιον μνημόσυνον τῆς: [515, 1298, 714, 1357]
- schedule-item: 22.30 Μουσική χορού: [268, 577, 386, 589]
- cotton-label: ΑΠΡΙΛΙΟΣ: [956, 1485, 1008, 1499]
- day-paragraph: παρασκευή, εἶναι ἔξω τὸ Ἀμερικανὸς Πρόεδρος πάντοτε ἐπεθύμει. Καὶ κάποιος σχέσιν μὲ ταῦτα εἶναι πιθανὸν νὰ ἔχῃ τὸ ὅτι ἀνέθαλε τὴν εἰς Μόσχαν ἐπίσκεψιν.: [956, 169, 1174, 242]
- newspaper-name: «Ταχυδρόμος - Αἴγυπτος»: [624, 23, 793, 39]
- cig-price: 12: [1498, 1295, 1519, 1316]
- schedule-item: 14.02 Μουσική καὶ τραγούδια: [29, 683, 196, 695]
- lolita-text: ΛΟΝΔΙΝΟΝ, Ὀκτώβριος. Ἡ Πόρτλαντ Μέσσον, κόρη τοῦ Τζέϊμς Μέησον καὶ τῆς συζύγου του Πάμελλας, εἶναι ἡ πιθανωτέρα πρωταγωνίστρια τῆς ταινίας «Λολίτα».: [1365, 764, 1536, 867]
- cig-price-row: [1200, 1293, 1519, 1318]
- trial-text: Ὁ κ. Ἰσμαΐλ Σόχνυ, πρόεδρος τοῦ Ἐφετείου Ἀλεξανδρείας ἀπεφάσισε τελεσίδικως ν' ἀναβάλῃ τὴν δίκην τῆς Ναρριμὰν Σάντεκ ἐναντίον τοῦ Δρος Ἀντχὴμ Ἔλ Νακὶμ διὰ τὴν 21ην Νοεμβρίου.: [1365, 126, 1536, 230]
- cinema-entry: ΡΑΝΤΙΟ — Τηλ. 30282 FEMMES DEFENDUES (Ταινία ὁ μαθητής): [268, 128, 496, 158]
- schedule-item: 18.02 Τὸ φιλολογικό περιοδικό τοῦ σταθμοῦ: [29, 761, 232, 787]
- schedule-item: 19.45 Ἰταλικά τραγούδια: [29, 564, 171, 577]
- radio-cairo-title: ΡΑΔΙΟΣΤΑΘΜΟΣ ΚΑ·Ι·ΡΟΥ: [29, 465, 496, 499]
- cotton-row: [956, 1458, 1174, 1472]
- cig-text: Ἡ νέα ἐμφάνισις των ὡς καὶ τὸ ἄρωμά των θὰ τύχουν τῆς ἀρεσκείας σας: [1215, 1157, 1505, 1193]
- column-news: [1175, 60, 1680, 2190]
- cig-no: Τὸ Νο. 10: [1200, 1244, 1284, 1265]
- column-social: [506, 60, 714, 2190]
- airline-head: ΑΕΡΟΠΟΡΙΚΗ ΣΥΜΦΩΝΙΑ ΜΕΤΑΞΥ Η.Α.Δ. ΚΑΙ Ο.Γ.Δ.: [1202, 574, 1337, 598]
- offers-section: [727, 1154, 945, 1500]
- memorial-name: ΑΣΠΑΣΙΑΣ ΑΘΑΝ. ΣΤΕΡΓΙΟΥ: [528, 1363, 700, 1378]
- rate-value: 8.525: [1141, 1378, 1174, 1392]
- radio-cairo-right: [268, 525, 496, 590]
- ad-line: ΕΝΑ ΦΙΛΜ ΠΟΥ ΘΑ ΣΥΓΚΛΟΝΙΣΗ: [43, 1227, 243, 1242]
- reductions-sub: εἰς τὸ: [597, 707, 631, 722]
- reductions-title: ΜΕΓΑΛΑΙ ΕΚΠΤΩΣΕΙΣ: [528, 684, 700, 703]
- radio-athens-day: ΣΑΒΒΑΤΟΝ 24 Ὀκτωβρίου: [29, 636, 180, 651]
- cotton-table: [956, 1430, 1174, 1499]
- column-entertainment: [29, 60, 496, 2190]
- cotton-value: 61.05: [1141, 1485, 1174, 1499]
- schedule-item: 00.05 Μουσική χορού: [268, 774, 386, 787]
- cotton-label: ΔΕΚΕΜΒΡΙΟΣ: [956, 1472, 1021, 1485]
- novel-col-right: [268, 923, 496, 1421]
- ad-cast: ANGIE DICKINSON · WALTER BRENNAN: [54, 1371, 232, 1402]
- cig-brand: «ΠΑΠΑΣΤΡΑΤΟΣ»: [1210, 1062, 1510, 1123]
- visit-text: Ὁ Διευθυντὴς τοῦ Ζωολογικοῦ Κήπου τῆς Ὁλλανδίας, θὰ ἐπισκεφθῇ τὸν Ζωολογικὸν τῆς πόλεώς μας.: [1184, 428, 1355, 487]
- airline-text: Ὁ Σύνδουλος τοῦ Ὀργανισμοῦ ὑπογεγραμμένη ἐν Βόννῃ κ. Δε Βεσείρ Κράϊνε θὰ ὑπογράψῃ τὴν συμφωνίαν.: [1184, 603, 1355, 662]
- schedule-item: 22.30 Παλιές καὶ νέες ἐπιτυχίες: [268, 748, 459, 761]
- mid-news: [1184, 669, 1536, 982]
